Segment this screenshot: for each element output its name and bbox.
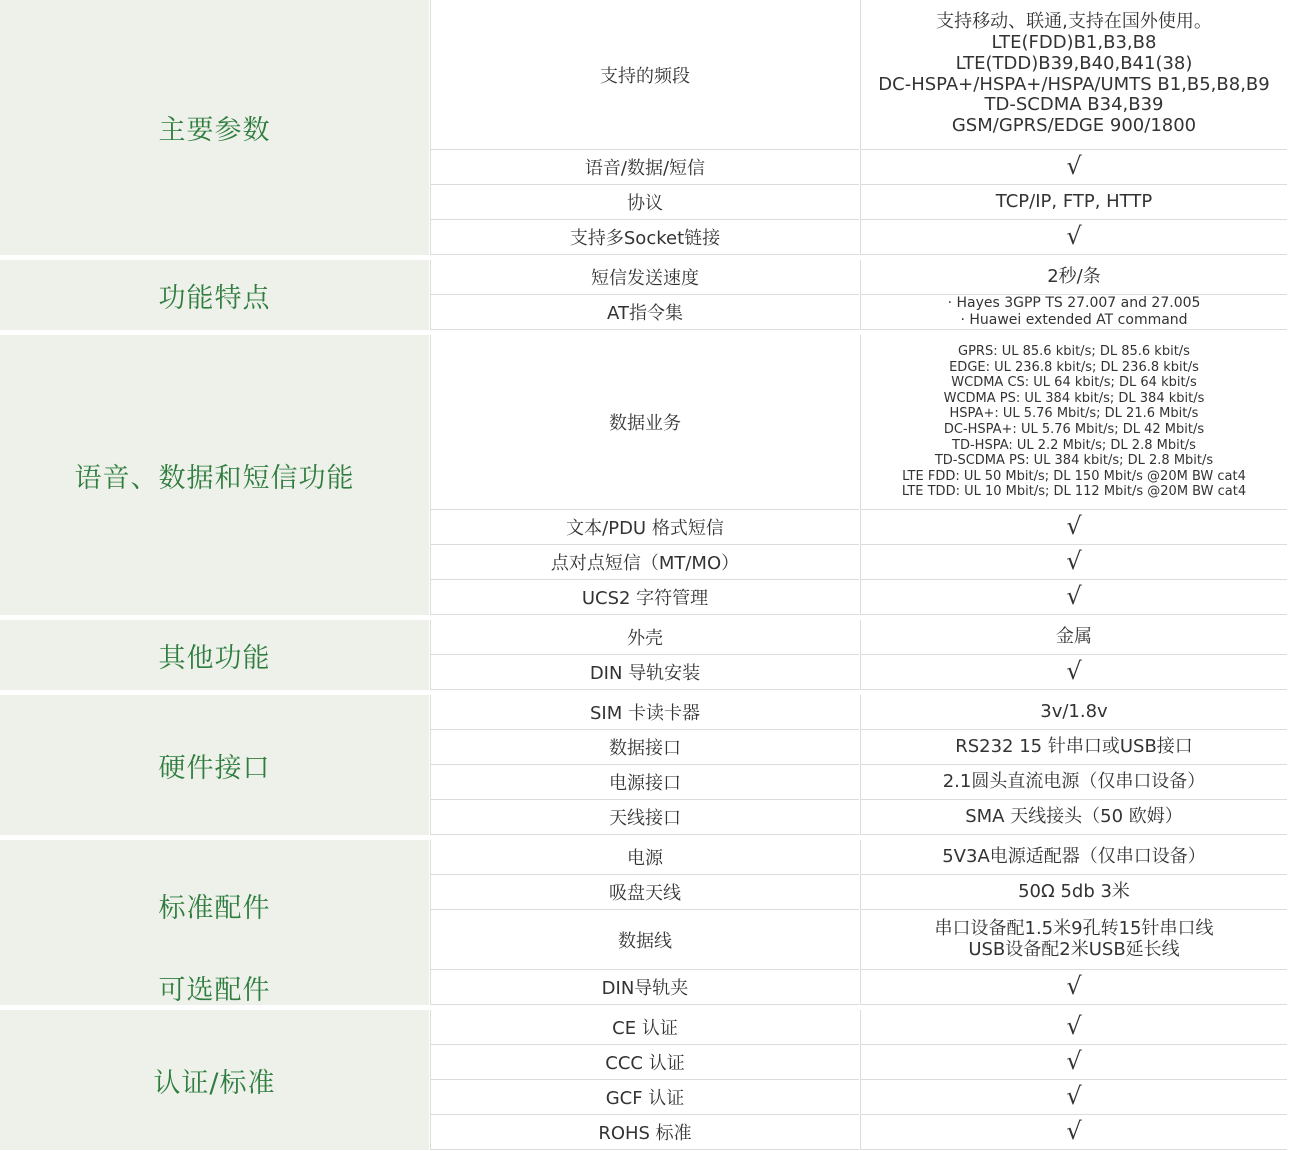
- feature-cell: 外壳: [430, 620, 859, 655]
- check-mark-glyph: √: [1066, 1082, 1082, 1111]
- check-icon: [860, 1010, 1287, 1045]
- feature-cell: 协议: [430, 185, 859, 220]
- category-cell: 语音、数据和短信功能: [0, 335, 429, 615]
- check-mark-glyph: √: [1066, 1012, 1082, 1041]
- feature-cell: 电源: [430, 840, 859, 875]
- check-icon: [860, 1080, 1287, 1115]
- category-cell: 硬件接口: [0, 695, 429, 835]
- check-icon: [860, 580, 1287, 615]
- value-cell: 2.1圆头直流电源（仅串口设备）: [860, 765, 1287, 800]
- check-icon: [860, 150, 1287, 185]
- value-cell: 5V3A电源适配器（仅串口设备）: [860, 840, 1287, 875]
- check-icon: [860, 970, 1287, 1005]
- value-cell: 50Ω 5db 3米: [860, 875, 1287, 910]
- check-icon: [860, 1115, 1287, 1150]
- value-cell: RS232 15 针串口或USB接口: [860, 730, 1287, 765]
- check-icon: [860, 545, 1287, 580]
- value-cell: 金属: [860, 620, 1287, 655]
- value-cell: TCP/IP, FTP, HTTP: [860, 185, 1287, 220]
- check-mark-glyph: √: [1066, 972, 1082, 1001]
- check-mark-glyph: √: [1066, 1047, 1082, 1076]
- check-mark-glyph: √: [1066, 547, 1082, 576]
- value-cell: 2秒/条: [860, 260, 1287, 295]
- check-mark-glyph: √: [1066, 152, 1082, 181]
- feature-cell: 支持多Socket链接: [430, 220, 859, 255]
- category-cell: 标准配件: [0, 840, 429, 970]
- category-cell: 认证/标准: [0, 1010, 429, 1150]
- feature-cell: GCF 认证: [430, 1080, 859, 1115]
- feature-cell: 电源接口: [430, 765, 859, 800]
- value-cell: 支持移动、联通,支持在国外使用。 LTE(FDD)B1,B3,B8 LTE(TDD)B39,B40,B41(38) DC-HSPA+/HSPA+/HSPA/UMTS B1,B5,B8,B9 TD-SCDMA B34,B39 GSM/GPRS/EDGE 900/1800: [860, 0, 1287, 150]
- check-mark-glyph: √: [1066, 222, 1082, 251]
- value-cell: GPRS: UL 85.6 kbit/s; DL 85.6 kbit/s EDGE: UL 236.8 kbit/s; DL 236.8 kbit/s WCDMA CS: UL 64 kbit/s; DL 64 kbit/s WCDMA PS: UL 384 kbit/s; DL 384 kbit/s HSPA+: UL 5.76 Mbit/s; DL 21.6 Mbit/s DC-HSPA+: UL 5.76 Mbit/s; DL 42 Mbit/s TD-HSPA: UL 2.2 Mbit/s; DL 2.8 Mbit/s TD-SCDMA PS: UL 384 kbit/s; DL 2.8 Mbit/s LTE FDD: UL 50 Mbit/s; DL 150 Mbit/s @20M BW cat4 LTE TDD: UL 10 Mbit/s; DL 112 Mbit/s @20M BW cat4: [860, 335, 1287, 510]
- feature-cell: UCS2 字符管理: [430, 580, 859, 615]
- feature-cell: SIM 卡读卡器: [430, 695, 859, 730]
- category-cell: 可选配件: [0, 970, 429, 1005]
- check-mark-glyph: √: [1066, 582, 1082, 611]
- category-cell: 功能特点: [0, 260, 429, 330]
- feature-cell: 数据业务: [430, 335, 859, 510]
- check-icon: [860, 655, 1287, 690]
- feature-cell: CE 认证: [430, 1010, 859, 1045]
- check-mark-glyph: √: [1066, 1117, 1082, 1146]
- feature-cell: AT指令集: [430, 295, 859, 330]
- category-cell: 主要参数: [0, 0, 429, 255]
- feature-cell: 文本/PDU 格式短信: [430, 510, 859, 545]
- value-cell: 串口设备配1.5米9孔转15针串口线 USB设备配2米USB延长线: [860, 910, 1287, 970]
- feature-cell: 语音/数据/短信: [430, 150, 859, 185]
- feature-cell: DIN 导轨安装: [430, 655, 859, 690]
- value-cell: 3v/1.8v: [860, 695, 1287, 730]
- check-mark-glyph: √: [1066, 657, 1082, 686]
- value-cell: SMA 天线接头（50 欧姆）: [860, 800, 1287, 835]
- check-mark-glyph: √: [1066, 512, 1082, 541]
- feature-cell: ROHS 标准: [430, 1115, 859, 1150]
- category-cell: 其他功能: [0, 620, 429, 690]
- feature-cell: 点对点短信（MT/MO）: [430, 545, 859, 580]
- feature-cell: 数据线: [430, 910, 859, 970]
- check-icon: [860, 220, 1287, 255]
- feature-cell: 支持的频段: [430, 0, 859, 150]
- check-icon: [860, 1045, 1287, 1080]
- feature-cell: 吸盘天线: [430, 875, 859, 910]
- check-icon: [860, 510, 1287, 545]
- feature-cell: 天线接口: [430, 800, 859, 835]
- feature-cell: 短信发送速度: [430, 260, 859, 295]
- feature-cell: DIN导轨夹: [430, 970, 859, 1005]
- value-cell: · Hayes 3GPP TS 27.007 and 27.005 · Huawei extended AT command: [860, 295, 1287, 330]
- feature-cell: 数据接口: [430, 730, 859, 765]
- feature-cell: CCC 认证: [430, 1045, 859, 1080]
